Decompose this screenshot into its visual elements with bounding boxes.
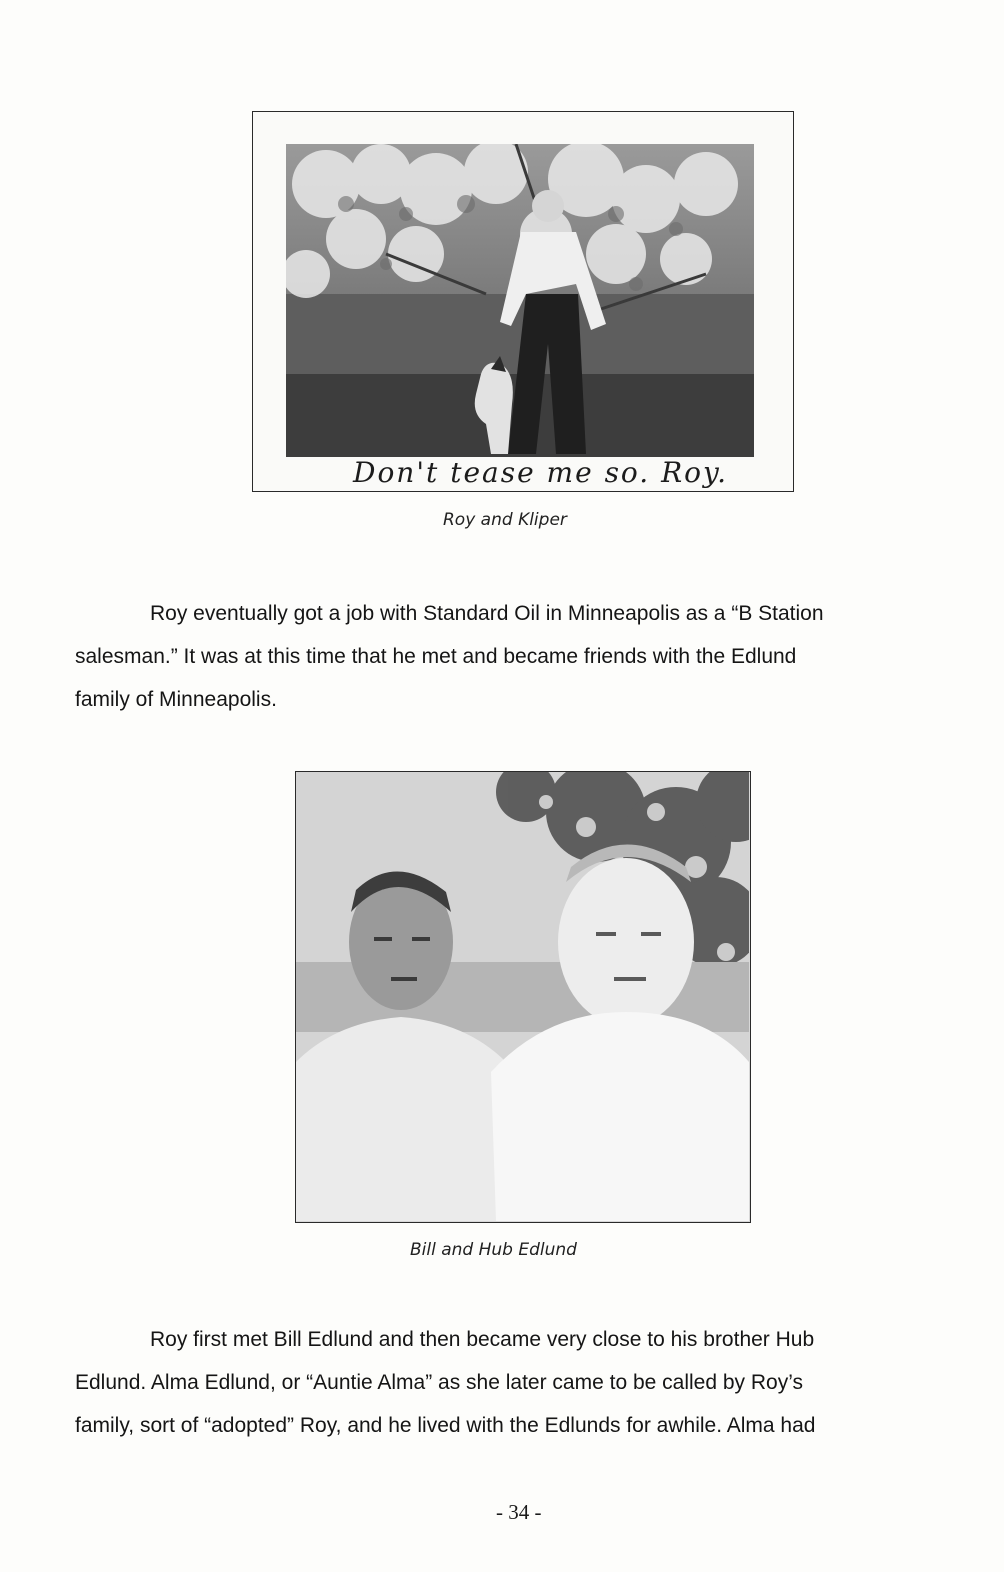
page-number: - 34 - bbox=[496, 1500, 542, 1524]
paragraph-line: family of Minneapolis. bbox=[75, 688, 277, 711]
photo-image bbox=[286, 144, 754, 457]
photo-roy-and-kliper bbox=[252, 111, 794, 492]
paragraph-line: Edlund. Alma Edlund, or “Auntie Alma” as she later came to be called by Roy’s bbox=[75, 1371, 803, 1394]
paragraph-line: Roy eventually got a job with Standard Oil in Minneapolis as a “B Station bbox=[150, 602, 824, 625]
photo-bill-and-hub-edlund bbox=[295, 771, 751, 1223]
photo-caption: Bill and Hub Edlund bbox=[410, 1240, 577, 1260]
paragraph-line: salesman.” It was at this time that he met and became friends with the Edlund bbox=[75, 645, 797, 668]
photo-image bbox=[296, 772, 749, 1221]
body-paragraph bbox=[75, 592, 965, 721]
photo-inscription: Don't tease me so. Roy. bbox=[353, 456, 729, 489]
photo-caption: Roy and Kliper bbox=[443, 510, 567, 530]
body-paragraph bbox=[75, 1318, 965, 1447]
paragraph-line: Roy first met Bill Edlund and then became very close to his brother Hub bbox=[150, 1328, 815, 1351]
paragraph-line: family, sort of “adopted” Roy, and he lived with the Edlunds for awhile. Alma had bbox=[75, 1414, 816, 1437]
